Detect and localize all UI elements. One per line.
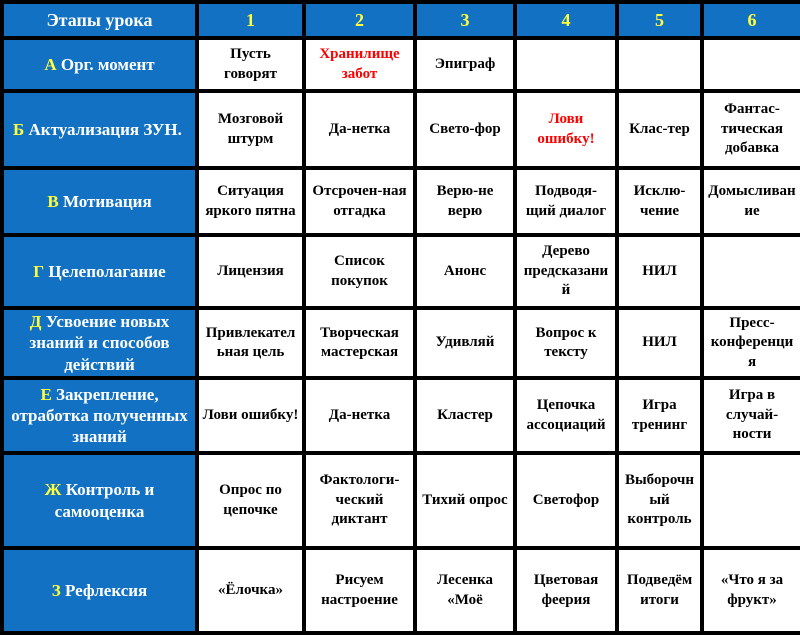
row-label-text: Мотивация [62, 191, 152, 211]
table-cell: Клас-тер [617, 91, 702, 168]
table-cell: Кластер [415, 378, 515, 453]
table-cell [702, 235, 800, 308]
table-row-g [2, 235, 800, 308]
table-cell: Да-нетка [304, 91, 415, 168]
row-label-kontrol [2, 453, 197, 548]
row-label-celepolaganie [2, 235, 197, 308]
table-cell: Лови ошибку! [197, 378, 304, 453]
row-letter: Б [13, 119, 25, 139]
table-title: Этапы урока [2, 2, 197, 38]
table-cell: Домысливание [702, 168, 800, 235]
row-label-org-moment [2, 38, 197, 91]
table-cell: Фактологи-ческий диктант [304, 453, 415, 548]
column-header-3: 3 [415, 2, 515, 38]
table-cell: Ситуация яркого пятна [197, 168, 304, 235]
table-cell: Игра в случай-ности [702, 378, 800, 453]
table-cell: Рисуем настроение [304, 548, 415, 633]
table-row-z [2, 548, 800, 633]
table-cell: Список покупок [304, 235, 415, 308]
row-label-motivaciya [2, 168, 197, 235]
row-letter: А [44, 54, 57, 74]
table-cell [702, 38, 800, 91]
column-header-5: 5 [617, 2, 702, 38]
table-row-v [2, 168, 800, 235]
table-cell: Свето-фор [415, 91, 515, 168]
table-cell: Пресс-конференция [702, 308, 800, 378]
table-cell: «Ёлочка» [197, 548, 304, 633]
table-cell: Опрос по цепочке [197, 453, 304, 548]
table-cell [702, 453, 800, 548]
table-cell [617, 38, 702, 91]
column-header-2: 2 [304, 2, 415, 38]
table-cell: Исклю-чение [617, 168, 702, 235]
table-cell [515, 38, 617, 91]
table-cell: Мозговой штурм [197, 91, 304, 168]
table-cell: Эпиграф [415, 38, 515, 91]
table-cell: Цепочка ассоциаций [515, 378, 617, 453]
table-row-d [2, 308, 800, 378]
table-cell: НИЛ [617, 235, 702, 308]
table-cell: Анонс [415, 235, 515, 308]
table-cell: Подводя-щий диалог [515, 168, 617, 235]
table-header-row [2, 2, 800, 38]
row-label-usvoenie [2, 308, 197, 378]
table-cell: Тихий опрос [415, 453, 515, 548]
table-cell: Хранилище забот [304, 38, 415, 91]
table-cell: Светофор [515, 453, 617, 548]
table-cell: Лесенка «Моё [415, 548, 515, 633]
row-letter: Ж [44, 480, 62, 500]
table-cell: НИЛ [617, 308, 702, 378]
row-label-text: Контроль и самооценка [54, 480, 155, 521]
row-letter: В [47, 191, 59, 211]
table-cell: Фантас-тическая добавка [702, 91, 800, 168]
row-letter: Д [29, 312, 42, 332]
row-label-text: Усвоение новых знаний и способов действий [29, 312, 170, 374]
row-label-text: Актуализация ЗУН. [28, 119, 182, 139]
column-header-1: 1 [197, 2, 304, 38]
row-label-text: Орг. момент [60, 54, 155, 74]
table-cell: Выборочный контроль [617, 453, 702, 548]
column-header-6: 6 [702, 2, 800, 38]
row-label-text: Рефлексия [64, 580, 148, 600]
row-label-refleksiya [2, 548, 197, 633]
table-row-zh [2, 453, 800, 548]
row-label-text: Закрепление, отработка полученных знаний [11, 384, 188, 447]
row-letter: Г [33, 261, 45, 281]
row-label-aktualizaciya [2, 91, 197, 168]
table-cell: Игра тренинг [617, 378, 702, 453]
table-cell: «Что я за фрукт» [702, 548, 800, 633]
table-row-b [2, 91, 800, 168]
table-cell: Да-нетка [304, 378, 415, 453]
table-cell: Пусть говорят [197, 38, 304, 91]
table-row-e [2, 378, 800, 453]
row-label-text: Целеполагание [48, 261, 166, 281]
table-cell: Подведём итоги [617, 548, 702, 633]
row-letter: З [51, 580, 61, 600]
column-header-4: 4 [515, 2, 617, 38]
table-cell: Лови ошибку! [515, 91, 617, 168]
table-cell: Цветовая феерия [515, 548, 617, 633]
table-cell: Удивляй [415, 308, 515, 378]
table-cell: Отсрочен-ная отгадка [304, 168, 415, 235]
table-cell: Вопрос к тексту [515, 308, 617, 378]
table-row-a [2, 38, 800, 91]
table-cell: Лицензия [197, 235, 304, 308]
table-cell: Привлекательная цель [197, 308, 304, 378]
row-label-zakreplenie [2, 378, 197, 453]
table-cell: Творческая мастерская [304, 308, 415, 378]
table-cell: Дерево предсказаний [515, 235, 617, 308]
table-cell: Верю-не верю [415, 168, 515, 235]
row-letter: Е [40, 384, 52, 404]
